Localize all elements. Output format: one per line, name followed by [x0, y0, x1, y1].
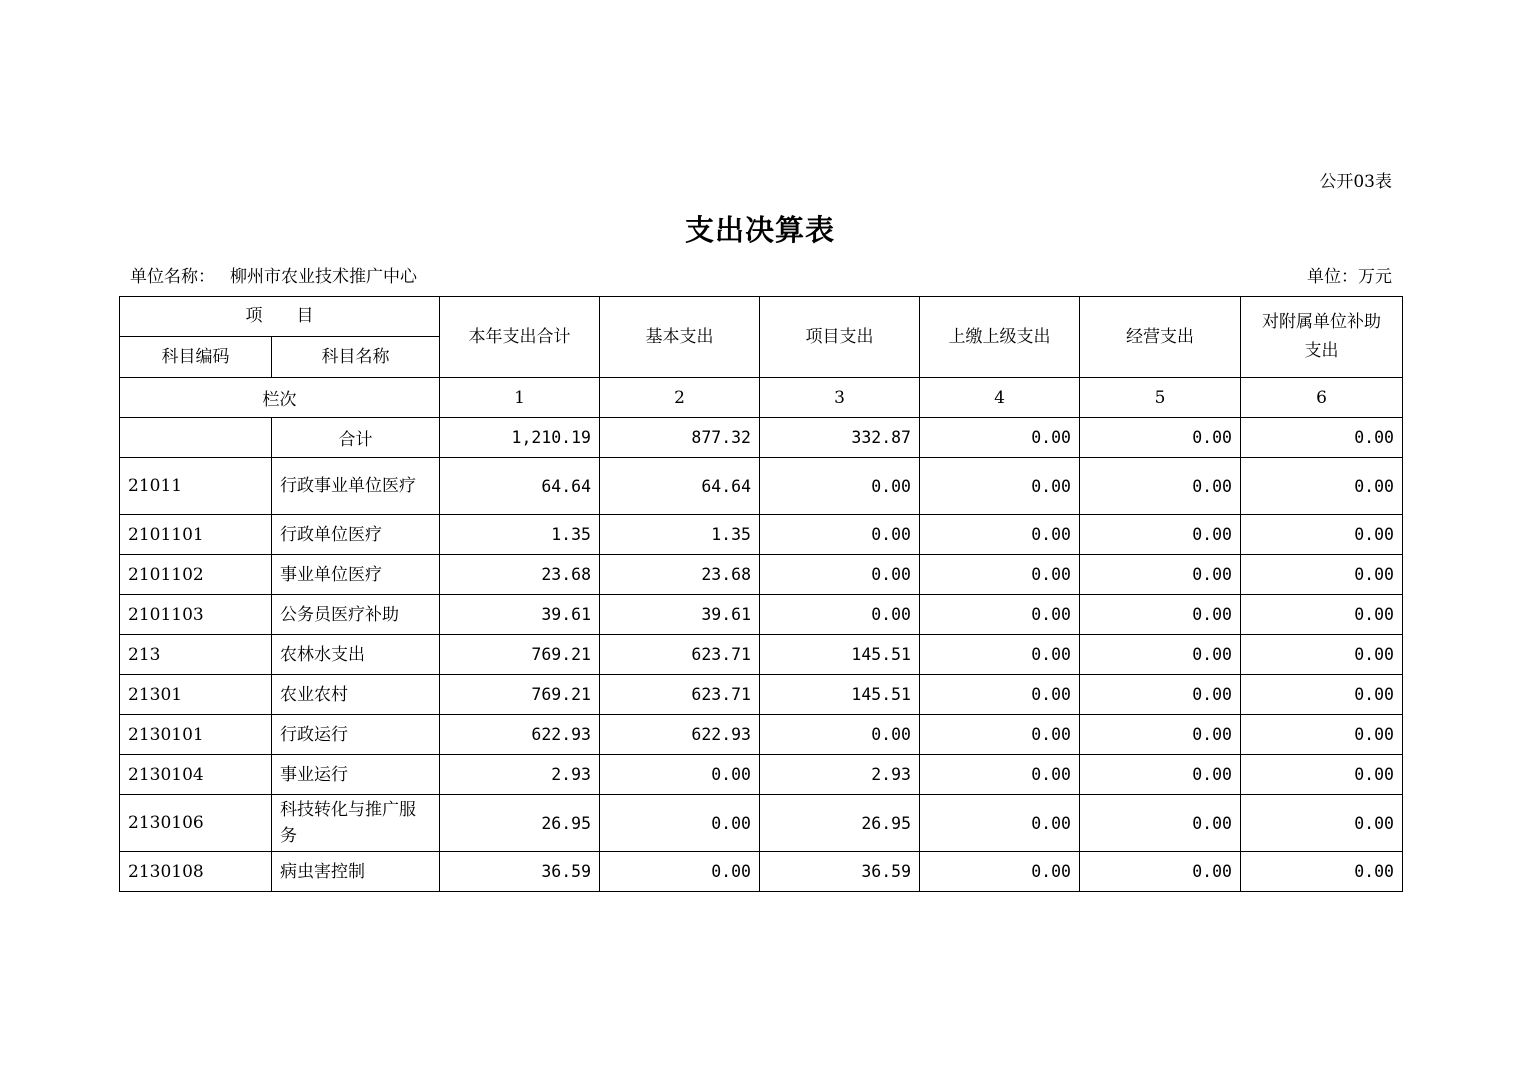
row-code: 2130106	[120, 795, 272, 852]
row-code: 21011	[120, 458, 272, 515]
column-index: 2	[600, 378, 760, 418]
total-value: 332.87	[760, 418, 920, 458]
header-business: 经营支出	[1080, 297, 1241, 378]
row-value: 0.00	[920, 795, 1080, 852]
row-value: 0.00	[760, 515, 920, 555]
row-code: 2130108	[120, 852, 272, 892]
header-row-1	[120, 297, 1403, 337]
row-code: 2101102	[120, 555, 272, 595]
row-value: 0.00	[600, 755, 760, 795]
table-row	[120, 555, 1403, 595]
row-name: 行政运行	[272, 715, 440, 755]
header-upper-payment: 上缴上级支出	[920, 297, 1080, 378]
column-index: 1	[440, 378, 600, 418]
row-name: 农业农村	[272, 675, 440, 715]
table-row	[120, 755, 1403, 795]
row-value: 26.95	[440, 795, 600, 852]
header-subsidy: 对附属单位补助支出	[1241, 297, 1403, 378]
column-index: 6	[1241, 378, 1403, 418]
row-value: 0.00	[920, 458, 1080, 515]
unit-name-label: 单位名称：	[130, 267, 215, 287]
table-header	[120, 297, 1403, 418]
row-value: 622.93	[600, 715, 760, 755]
row-value: 0.00	[1241, 795, 1403, 852]
header-basic: 基本支出	[600, 297, 760, 378]
row-value: 23.68	[440, 555, 600, 595]
row-value: 0.00	[920, 715, 1080, 755]
row-value: 36.59	[440, 852, 600, 892]
row-value: 0.00	[1080, 635, 1241, 675]
table-row	[120, 715, 1403, 755]
column-index: 5	[1080, 378, 1241, 418]
row-value: 623.71	[600, 635, 760, 675]
row-value: 0.00	[1241, 515, 1403, 555]
row-code: 2101103	[120, 595, 272, 635]
header-project-expenditure: 项目支出	[760, 297, 920, 378]
row-name: 事业运行	[272, 755, 440, 795]
row-value: 0.00	[1241, 458, 1403, 515]
row-value: 0.00	[1080, 755, 1241, 795]
table-row	[120, 795, 1403, 852]
row-name: 事业单位医疗	[272, 555, 440, 595]
row-name: 科技转化与推广服务	[272, 795, 440, 852]
row-value: 0.00	[920, 675, 1080, 715]
row-value: 0.00	[1241, 635, 1403, 675]
header-project	[120, 297, 440, 337]
row-value: 2.93	[440, 755, 600, 795]
row-value: 1.35	[600, 515, 760, 555]
row-value: 26.95	[760, 795, 920, 852]
row-value: 622.93	[440, 715, 600, 755]
table-row	[120, 675, 1403, 715]
row-value: 2.93	[760, 755, 920, 795]
row-code: 213	[120, 635, 272, 675]
total-value: 1,210.19	[440, 418, 600, 458]
row-value: 0.00	[1080, 515, 1241, 555]
row-value: 0.00	[1241, 715, 1403, 755]
row-value: 0.00	[600, 795, 760, 852]
header-code: 科目编码	[120, 337, 272, 378]
total-value: 0.00	[920, 418, 1080, 458]
row-code: 2101101	[120, 515, 272, 555]
column-index-label: 栏次	[120, 378, 440, 418]
total-value: 0.00	[1241, 418, 1403, 458]
total-label: 合计	[272, 418, 440, 458]
row-value: 0.00	[1080, 458, 1241, 515]
row-value: 23.68	[600, 555, 760, 595]
unit-name-block	[130, 264, 417, 290]
row-value: 0.00	[760, 555, 920, 595]
row-value: 623.71	[600, 675, 760, 715]
row-value: 769.21	[440, 675, 600, 715]
row-name: 行政事业单位医疗	[272, 458, 440, 515]
row-value: 145.51	[760, 635, 920, 675]
row-value: 0.00	[1080, 595, 1241, 635]
row-value: 0.00	[1241, 755, 1403, 795]
row-value: 0.00	[1080, 852, 1241, 892]
total-value: 0.00	[1080, 418, 1241, 458]
header-total: 本年支出合计	[440, 297, 600, 378]
row-value: 64.64	[600, 458, 760, 515]
row-value: 1.35	[440, 515, 600, 555]
total-row	[120, 418, 1403, 458]
currency-unit: 单位：万元	[1307, 267, 1392, 287]
page-title: 支出决算表	[684, 213, 835, 247]
header-project-label: 项 目	[245, 306, 314, 326]
form-code: 公开03表	[1319, 172, 1392, 192]
row-name: 行政单位医疗	[272, 515, 440, 555]
row-code: 21301	[120, 675, 272, 715]
table-row	[120, 635, 1403, 675]
row-name: 公务员医疗补助	[272, 595, 440, 635]
total-value: 877.32	[600, 418, 760, 458]
row-value: 0.00	[920, 515, 1080, 555]
header-name: 科目名称	[272, 337, 440, 378]
row-value: 0.00	[920, 852, 1080, 892]
table-row	[120, 595, 1403, 635]
row-value: 0.00	[1241, 852, 1403, 892]
row-value: 769.21	[440, 635, 600, 675]
row-name: 病虫害控制	[272, 852, 440, 892]
row-value: 0.00	[1080, 715, 1241, 755]
unit-info-row	[130, 264, 1392, 290]
row-value: 36.59	[760, 852, 920, 892]
row-value: 0.00	[1241, 555, 1403, 595]
row-value: 0.00	[1241, 595, 1403, 635]
row-value: 0.00	[760, 595, 920, 635]
table-row	[120, 852, 1403, 892]
column-index: 3	[760, 378, 920, 418]
row-value: 39.61	[600, 595, 760, 635]
row-value: 0.00	[1241, 675, 1403, 715]
table-row	[120, 515, 1403, 555]
expenditure-table	[119, 296, 1403, 892]
row-value: 0.00	[920, 755, 1080, 795]
row-value: 0.00	[1080, 795, 1241, 852]
table-row	[120, 458, 1403, 515]
row-code: 2130104	[120, 755, 272, 795]
total-code	[120, 418, 272, 458]
row-value: 39.61	[440, 595, 600, 635]
row-value: 0.00	[760, 458, 920, 515]
row-value: 145.51	[760, 675, 920, 715]
table-body	[120, 418, 1403, 892]
row-value: 0.00	[760, 715, 920, 755]
unit-name: 柳州市农业技术推广中心	[230, 267, 417, 287]
column-index-row	[120, 378, 1403, 418]
row-name: 农林水支出	[272, 635, 440, 675]
row-value: 0.00	[920, 555, 1080, 595]
row-value: 0.00	[920, 595, 1080, 635]
row-value: 0.00	[920, 635, 1080, 675]
row-value: 0.00	[1080, 675, 1241, 715]
row-value: 64.64	[440, 458, 600, 515]
column-index: 4	[920, 378, 1080, 418]
row-value: 0.00	[1080, 555, 1241, 595]
row-code: 2130101	[120, 715, 272, 755]
row-value: 0.00	[600, 852, 760, 892]
